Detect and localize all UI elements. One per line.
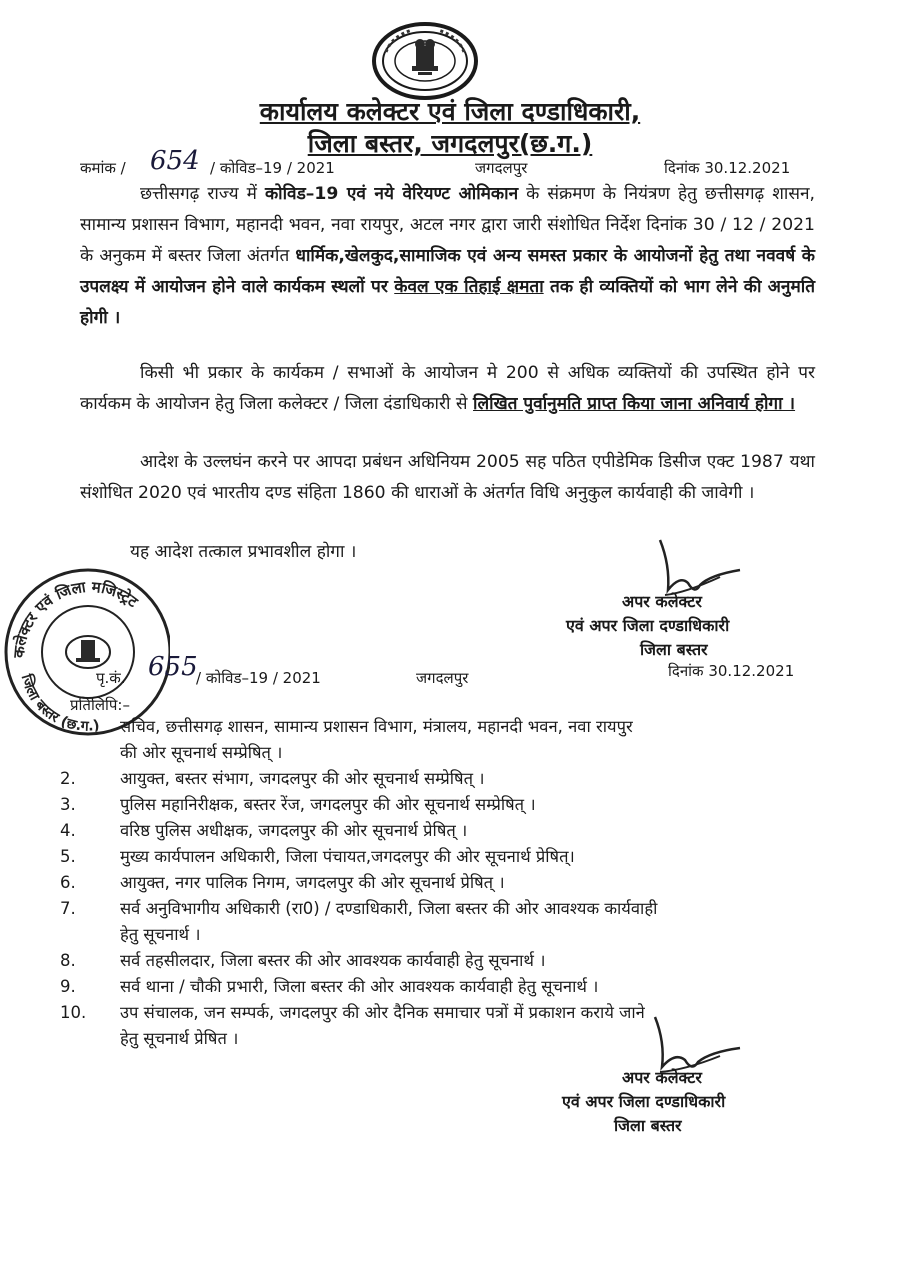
- para1-covid-omicron: कोविड–19 एवं नये वेरियण्ट ओमिकान: [264, 184, 519, 204]
- stamp-top-text: कलेक्टर एवं जिला मजिस्ट्रेट: [9, 577, 142, 659]
- para1-text-1: छत्तीसगढ़ राज्य में: [140, 184, 265, 204]
- list-item-number: 4.: [60, 821, 76, 840]
- list-item-text: सर्व थाना / चौकी प्रभारी, जिला बस्तर की ओर आवश्यक कार्यवाही हेतु सूचनार्थ ।: [120, 977, 599, 996]
- list-item-number: 3.: [60, 795, 76, 814]
- list-item-text: सर्व अनुविभागीय अधिकारी (रा0) / दण्डाधिकारी, जिला बस्तर की ओर आवश्यक कार्यवाही: [120, 899, 658, 918]
- list-item-number: 7.: [60, 899, 76, 918]
- signature-designation-1: अपर कलेक्टर: [622, 592, 702, 611]
- second-ref-place: जगदलपुर: [416, 669, 469, 687]
- order-place: जगदलपुर: [475, 159, 528, 177]
- signature-2-district: जिला बस्तर: [614, 1116, 682, 1135]
- list-item: [60, 740, 820, 766]
- signature-2-designation-1: अपर कलेक्टर: [622, 1068, 702, 1087]
- office-title-line2: जिला बस्तर, जगदलपुर(छ.ग.): [307, 129, 593, 158]
- list-item-number: 9.: [60, 977, 76, 996]
- list-item: [60, 870, 820, 896]
- list-item-text: सचिव, छत्तीसगढ़ शासन, सामान्य प्रशासन विभाग, मंत्रालय, महानदी भवन, नवा रायपुर: [120, 717, 633, 736]
- list-item-number: 8.: [60, 951, 76, 970]
- list-item: [60, 896, 820, 922]
- second-ref-suffix: / कोविड–19 / 2021: [196, 669, 321, 687]
- list-item-text: पुलिस महानिरीक्षक, बस्तर रेंज, जगदलपुर की ओर सूचनार्थ सम्प्रेषित् ।: [120, 795, 536, 814]
- list-item-number: 6.: [60, 873, 76, 892]
- para1-text-2: के संक्रमण के नियंत्रण हेतु छत्तीसगढ़ शासन, सामान्य प्रशासन विभाग, महानदी भवन, नवा रायपुर, अटल नगर द्वारा जारी संशोधित निर्देश दिनांक 30 / 12 / 2021 के अनुकम में बस्तर जिला अंतर्गत: [80, 184, 815, 266]
- list-item-number: 5.: [60, 847, 76, 866]
- para3-text: आदेश के उल्लघंन करने पर आपदा प्रबंधन अधिनियम 2005 सह पठित एपीडेमिक डिसीज एक्ट 1987 यथा संशोधित 2020 एवं भारतीय दण्ड संहिता 1860 की धाराओं के अंतर्गत विधि अनुकुल कार्यवाही की जावेगी ।: [80, 452, 815, 503]
- para1-one-third-capacity: केवल एक तिहाई क्षमता: [394, 277, 544, 297]
- order-paragraph-2: [80, 358, 815, 420]
- para1-events-clause: धार्मिक,खेलकुद,सामाजिक एवं अन्य समस्त प्रकार के आयोजनों हेतु तथा नववर्ष के उपलक्ष्य में आयोजन होने वाले कार्यकम स्थलों पर: [80, 246, 815, 297]
- signature-designation-2: एवं अपर जिला दण्डाधिकारी: [566, 616, 730, 635]
- list-item: [60, 714, 820, 740]
- order-ref-suffix: / कोविड–19 / 2021: [210, 159, 335, 177]
- list-item-number: 10.: [60, 1003, 87, 1022]
- list-item-number: 2.: [60, 769, 76, 788]
- state-emblem-seal-icon: [372, 22, 478, 100]
- list-item: [60, 948, 820, 974]
- stamp-bottom-text: जिला बस्तर (छ.ग.): [17, 672, 101, 735]
- list-item-text: सर्व तहसीलदार, जिला बस्तर की ओर आवश्यक कार्यवाही हेतु सूचनार्थ ।: [120, 951, 546, 970]
- order-paragraph-4: यह आदेश तत्काल प्रभावशील होगा ।: [130, 542, 357, 562]
- copy-distribution-list: [60, 714, 820, 1052]
- signature-district: जिला बस्तर: [640, 640, 708, 659]
- order-number-handwritten: 654: [150, 146, 200, 176]
- list-item: [60, 922, 820, 948]
- second-ref-date: दिनांक 30.12.2021: [668, 662, 795, 680]
- para2-prior-permission: लिखित पुर्वानुमति प्राप्त किया जाना अनिवार्य होगा ।: [473, 394, 796, 414]
- list-item-text: उप संचालक, जन सम्पर्क, जगदलपुर की ओर दैनिक समाचार पत्रों में प्रकाशन कराये जाने: [120, 1003, 645, 1022]
- second-ref-prefix: पृ.कं.: [96, 669, 126, 687]
- signature-2-designation-2: एवं अपर जिला दण्डाधिकारी: [562, 1092, 726, 1111]
- para1-permission-clause: तक ही व्यक्तियों को भाग लेने की अनुमति होगी ।: [80, 277, 815, 328]
- list-item-text: वरिष्ठ पुलिस अधीक्षक, जगदलपुर की ओर सूचनार्थ प्रेषित् ।: [120, 821, 468, 840]
- list-item: [60, 766, 820, 792]
- list-item-text: की ओर सूचनार्थ सम्प्रेषित् ।: [120, 743, 283, 762]
- second-number-handwritten: 655: [148, 652, 198, 682]
- list-item: [60, 818, 820, 844]
- list-item-text: आयुक्त, नगर पालिक निगम, जगदलपुर की ओर सूचनार्थ प्रेषित् ।: [120, 873, 505, 892]
- order-paragraph-3: [80, 447, 815, 509]
- order-ref-prefix: कमांक /: [80, 159, 126, 177]
- office-title-line1: कार्यालय कलेक्टर एवं जिला दण्डाधिकारी,: [259, 97, 641, 126]
- order-paragraph-1: [80, 179, 815, 334]
- para2-text: किसी भी प्रकार के कार्यकम / सभाओं के आयोजन मे 200 से अधिक व्यक्तियों की उपस्थित होने पर कार्यकम के आयोजन हेतु जिला कलेक्टर / जिला दंडाधिकारी से: [80, 363, 815, 414]
- list-item-text: हेतु सूचनार्थ प्रेषित ।: [120, 1029, 239, 1048]
- svg-text:कलेक्टर एवं जिला मजिस्ट्रेट: [10, 578, 143, 660]
- list-item: [60, 844, 820, 870]
- list-item-text: आयुक्त, बस्तर संभाग, जगदलपुर की ओर सूचनार्थ सम्प्रेषित् ।: [120, 769, 485, 788]
- list-item: [60, 792, 820, 818]
- list-item-text: मुख्य कार्यपालन अधिकारी, जिला पंचायत,जगदलपुर की ओर सूचनार्थ प्रेषित्।: [120, 847, 575, 866]
- list-item: [60, 974, 820, 1000]
- list-item-text: हेतु सूचनार्थ ।: [120, 925, 201, 944]
- order-date: दिनांक 30.12.2021: [664, 159, 791, 177]
- copy-to-label: प्रतिलिपि:–: [70, 696, 130, 714]
